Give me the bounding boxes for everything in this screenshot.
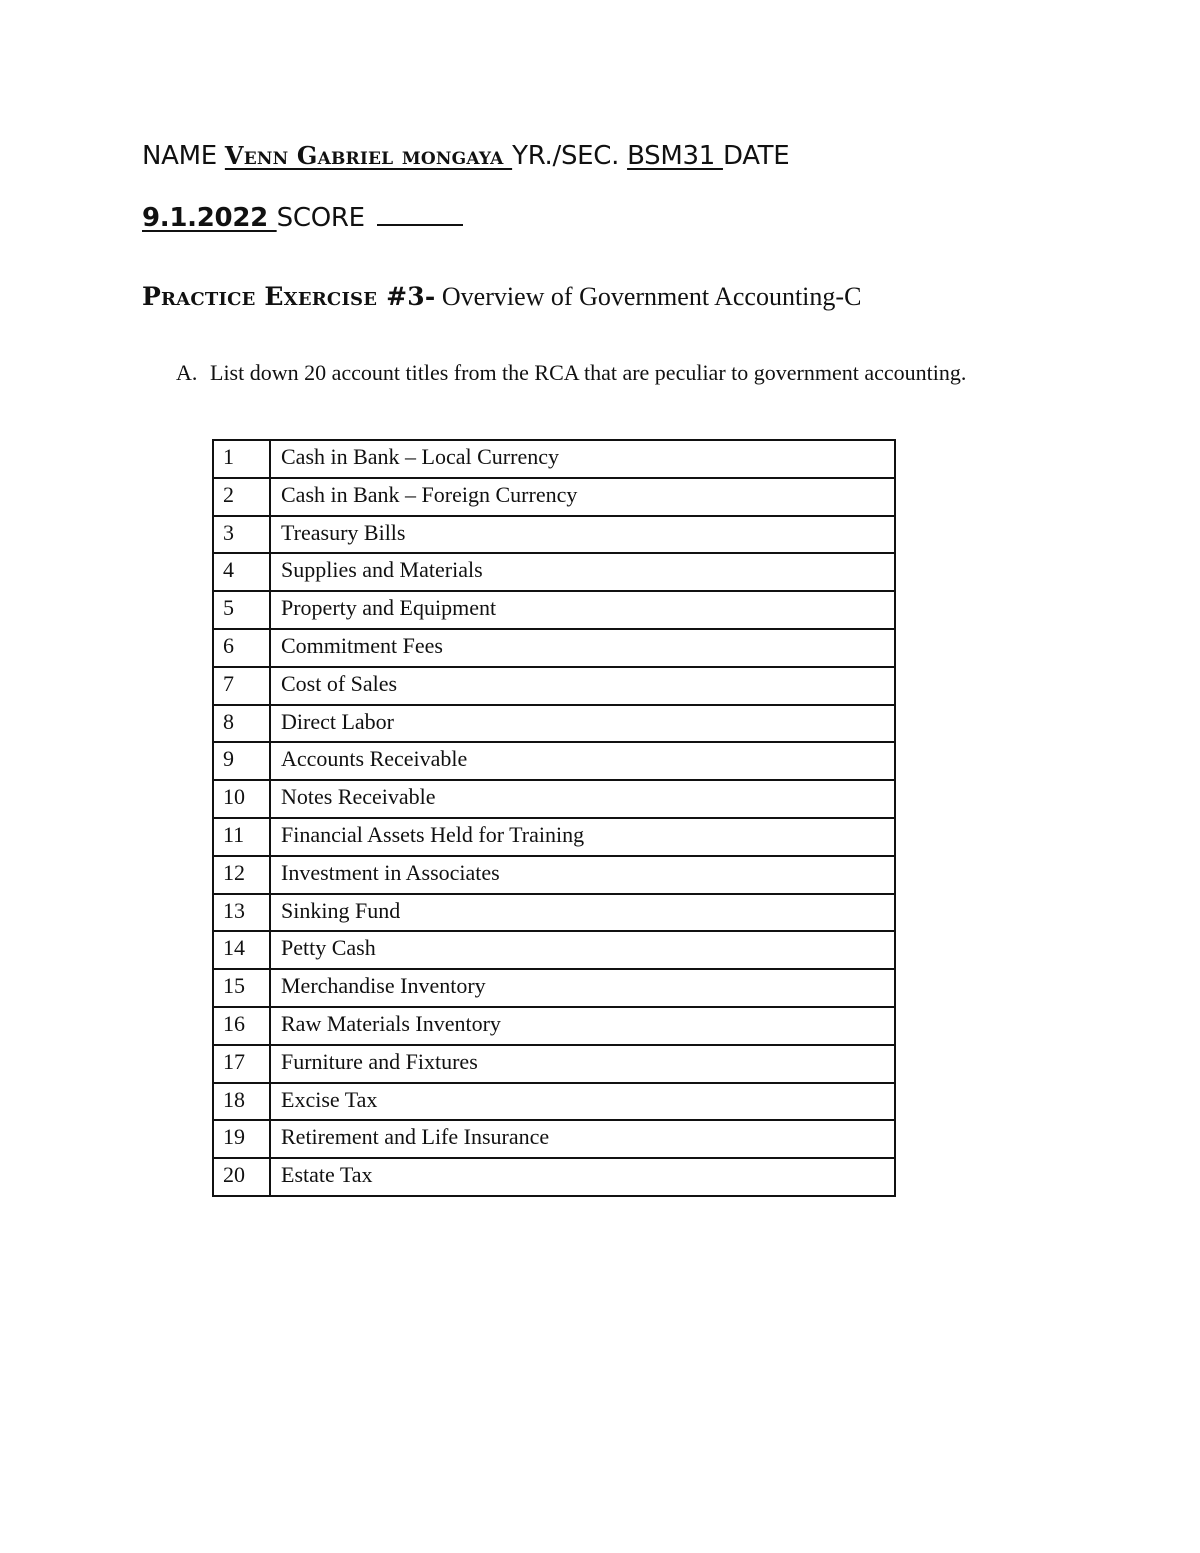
instruction — [176, 358, 966, 388]
row-number: 18 — [213, 1083, 270, 1121]
row-number: 2 — [213, 478, 270, 516]
account-title: Cost of Sales — [270, 667, 895, 705]
row-number: 11 — [213, 818, 270, 856]
table-row — [213, 553, 895, 591]
account-title: Excise Tax — [270, 1083, 895, 1121]
account-title: Supplies and Materials — [270, 553, 895, 591]
row-number: 15 — [213, 969, 270, 1007]
table-row — [213, 516, 895, 554]
account-title: Commitment Fees — [270, 629, 895, 667]
table-row — [213, 667, 895, 705]
date-label: DATE — [722, 141, 790, 171]
table-row — [213, 1120, 895, 1158]
table-row — [213, 742, 895, 780]
account-title: Furniture and Fixtures — [270, 1045, 895, 1083]
date-score-line — [142, 200, 463, 236]
table-row — [213, 1045, 895, 1083]
account-title: Raw Materials Inventory — [270, 1007, 895, 1045]
table-row — [213, 705, 895, 743]
score-label: SCORE — [276, 203, 365, 233]
table-row — [213, 478, 895, 516]
account-title: Retirement and Life Insurance — [270, 1120, 895, 1158]
account-title: Property and Equipment — [270, 591, 895, 629]
table-row — [213, 818, 895, 856]
table-row — [213, 1083, 895, 1121]
row-number: 7 — [213, 667, 270, 705]
table-row — [213, 629, 895, 667]
account-title: Financial Assets Held for Training — [270, 818, 895, 856]
account-title: Cash in Bank – Local Currency — [270, 440, 895, 478]
table-row — [213, 969, 895, 1007]
name-value: Venn Gabriel mongaya — [224, 141, 513, 170]
table-row — [213, 894, 895, 932]
account-title: Accounts Receivable — [270, 742, 895, 780]
exercise-title — [142, 280, 861, 314]
account-title: Petty Cash — [270, 931, 895, 969]
score-blank — [377, 202, 463, 226]
row-number: 6 — [213, 629, 270, 667]
account-title: Merchandise Inventory — [270, 969, 895, 1007]
row-number: 13 — [213, 894, 270, 932]
accounts-table — [212, 439, 896, 1197]
row-number: 17 — [213, 1045, 270, 1083]
row-number: 3 — [213, 516, 270, 554]
row-number: 5 — [213, 591, 270, 629]
instruction-text: List down 20 account titles from the RCA that are peculiar to government accounting. — [210, 360, 967, 385]
row-number: 20 — [213, 1158, 270, 1196]
row-number: 9 — [213, 742, 270, 780]
section-label: YR./SEC. — [512, 141, 620, 171]
date-value: 9.1.2022 — [142, 203, 277, 233]
name-label: NAME — [142, 141, 217, 171]
row-number: 19 — [213, 1120, 270, 1158]
section-value: BSM31 — [627, 141, 723, 171]
table-row — [213, 440, 895, 478]
account-title: Notes Receivable — [270, 780, 895, 818]
table-row — [213, 1007, 895, 1045]
table-row — [213, 591, 895, 629]
account-title: Investment in Associates — [270, 856, 895, 894]
accounts-table-body — [213, 440, 895, 1196]
account-title: Cash in Bank – Foreign Currency — [270, 478, 895, 516]
table-row — [213, 931, 895, 969]
row-number: 4 — [213, 553, 270, 591]
account-title: Direct Labor — [270, 705, 895, 743]
table-row — [213, 856, 895, 894]
account-title: Sinking Fund — [270, 894, 895, 932]
table-row — [213, 1158, 895, 1196]
row-number: 16 — [213, 1007, 270, 1045]
exercise-topic: Overview of Government Accounting-C — [435, 282, 862, 311]
row-number: 1 — [213, 440, 270, 478]
instruction-marker: A. — [176, 360, 198, 385]
table-row — [213, 780, 895, 818]
row-number: 12 — [213, 856, 270, 894]
exercise-label: Practice Exercise #3- — [142, 282, 436, 311]
account-title: Estate Tax — [270, 1158, 895, 1196]
row-number: 10 — [213, 780, 270, 818]
row-number: 14 — [213, 931, 270, 969]
row-number: 8 — [213, 705, 270, 743]
account-title: Treasury Bills — [270, 516, 895, 554]
student-info-line — [142, 138, 789, 174]
